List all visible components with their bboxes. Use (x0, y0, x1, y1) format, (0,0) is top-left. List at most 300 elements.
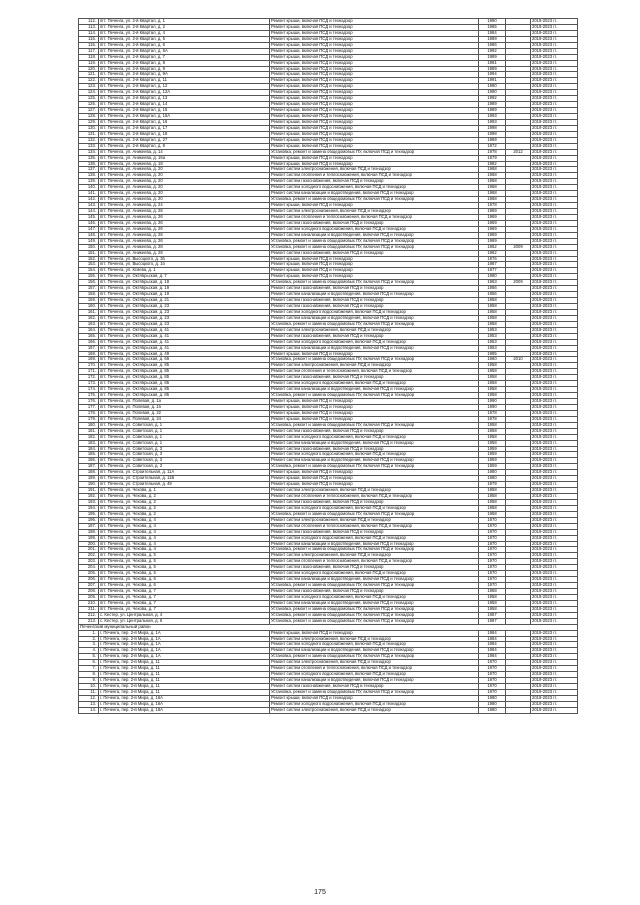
row-number-cell: 166. (79, 339, 99, 345)
build-year-cell: 1953 (479, 327, 506, 333)
work-type-cell: Установка, ремонт и замена общедомовых ПУ, включая ПСД и технадзор (270, 393, 479, 399)
build-year-cell: 1958 (479, 363, 506, 369)
planned-period-cell: 2019-2023 гг. (531, 452, 578, 458)
build-year-cell: 1998 (479, 125, 506, 131)
work-type-cell: Установка, ремонт и замена общедомовых ПУ, включая ПСД и технадзор (270, 238, 479, 244)
house-address-cell: пгт. Печенга, ул. Октябрьская, д. 85 (99, 381, 270, 387)
house-address-cell: пгт. Печенга, ул. Чехова, д. 2 (99, 494, 270, 500)
build-year-cell: 1979 (479, 482, 506, 488)
register-table-body (79, 19, 578, 714)
planned-period-cell: 2019-2023 гг. (531, 125, 578, 131)
work-type-cell: Ремонт систем газоснабжения, включая ПСД и технадзор (270, 179, 479, 185)
planned-period-cell: 2019-2023 гг. (531, 30, 578, 36)
planned-period-cell: 2019-2023 гг. (531, 345, 578, 351)
row-number-cell: 151. (79, 250, 99, 256)
planned-period-cell: 2019-2023 гг. (531, 440, 578, 446)
house-address-cell: пгт. Печенга, ул. 2-й Квартал, д. 6А (99, 48, 270, 54)
planned-period-cell: 2019-2023 гг. (531, 577, 578, 583)
house-address-cell: с. Кестер, ул. Центральная, д. 4 (99, 612, 270, 618)
row-number-cell: 9. (79, 678, 99, 684)
house-address-cell: пгт. Печенга, ул. Аникеева, д. 18 (99, 161, 270, 167)
build-year-cell: 1984 (479, 648, 506, 654)
planned-period-cell: 2019-2023 гг. (531, 102, 578, 108)
house-address-cell: пгт. Печенга, ул. Октябрьская, д. 23 (99, 321, 270, 327)
row-number-cell: 160. (79, 304, 99, 310)
page-number: 175 (314, 889, 326, 896)
work-type-cell: Ремонт систем канализации и водоотведения, включая ПСД и технадзор (270, 458, 479, 464)
build-year-cell: 1958 (479, 369, 506, 375)
house-address-cell: пгт. Печенга, ул. Советская, д. 3 (99, 464, 270, 470)
row-number-cell: 174. (79, 387, 99, 393)
work-type-cell: Ремонт систем холодного водоснабжения, включая ПСД и технадзор (270, 381, 479, 387)
build-year-cell: 1968 (479, 191, 506, 197)
row-number-cell: 134. (79, 149, 99, 155)
planned-period-cell: 2019-2023 гг. (531, 143, 578, 149)
row-number-cell: 131. (79, 131, 99, 137)
planned-period-cell: 2019-2023 гг. (531, 179, 578, 185)
row-number-cell: 191. (79, 488, 99, 494)
planned-period-cell: 2019-2023 гг. (531, 321, 578, 327)
planned-period-cell: 2019-2023 гг. (531, 701, 578, 707)
work-type-cell: Ремонт крыши, включая ПСД и технадзор (270, 143, 479, 149)
row-number-cell: 183. (79, 440, 99, 446)
house-address-cell: пгт. Печенга, ул. Чехова, д. 4 (99, 517, 270, 523)
work-type-cell: Ремонт систем канализации и водоотведения, включая ПСД и технадзор (270, 577, 479, 583)
work-type-cell: Установка, ремонт и замена общедомовых ПУ, включая ПСД и технадзор (270, 547, 479, 553)
row-number-cell: 146. (79, 220, 99, 226)
work-type-cell: Ремонт систем канализации и водоотведения, включая ПСД и технадзор (270, 232, 479, 238)
planned-period-cell: 2019-2023 гг. (531, 434, 578, 440)
row-number-cell: 213. (79, 618, 99, 624)
planned-period-cell: 2019-2023 гг. (531, 19, 578, 25)
planned-period-cell: 2019-2023 гг. (531, 304, 578, 310)
planned-period-cell: 2019-2023 гг. (531, 559, 578, 565)
house-address-cell: г. Печенга, пер. 2-й Мира, д. 11 (99, 660, 270, 666)
work-type-cell: Ремонт систем газоснабжения, включая ПСД и технадзор (270, 684, 479, 690)
house-address-cell: г. Печенга, пер. 2-й Мира, д. 1А (99, 636, 270, 642)
planned-period-cell: 2019-2023 гг. (531, 24, 578, 30)
planned-period-cell: 2019-2023 гг. (531, 351, 578, 357)
planned-period-cell: 2019-2023 гг. (531, 96, 578, 102)
planned-period-cell: 2019-2023 гг. (531, 565, 578, 571)
build-year-cell: 1969 (479, 214, 506, 220)
build-year-cell: 1970 (479, 672, 506, 678)
planned-period-cell: 2019-2023 гг. (531, 72, 578, 78)
work-type-cell: Установка, ремонт и замена общедомовых ПУ, включая ПСД и технадзор (270, 618, 479, 624)
work-type-cell: Ремонт систем холодного водоснабжения, включая ПСД и технадзор (270, 226, 479, 232)
house-address-cell: пгт. Печенга, ул. Октябрьская, д. 23 (99, 304, 270, 310)
work-type-cell: Ремонт крыши, включая ПСД и технадзор (270, 161, 479, 167)
house-address-cell: пгт. Печенга, ул. Чехова, д. 4 (99, 529, 270, 535)
work-type-cell: Ремонт крыши, включая ПСД и технадзор (270, 274, 479, 280)
row-number-cell: 121. (79, 72, 99, 78)
build-year-cell: 1965 (479, 24, 506, 30)
build-year-cell: 1958 (479, 499, 506, 505)
planned-period-cell: 2019-2023 гг. (531, 66, 578, 72)
house-address-cell: пгт. Печенга, ул. 2-й Квартал, д. 18 (99, 131, 270, 137)
build-year-cell: 1984 (479, 636, 506, 642)
work-type-cell: Ремонт систем отопления и теплоснабжения, включая ПСД и технадзор (270, 523, 479, 529)
work-type-cell: Установка, ремонт и замена общедомовых ПУ, включая ПСД и технадзор (270, 583, 479, 589)
work-type-cell: Ремонт крыши, включая ПСД и технадзор (270, 131, 479, 137)
house-address-cell: пгт. Печенга, ул. Аникеева, д. 26 (99, 232, 270, 238)
planned-period-cell: 2019-2023 гг. (531, 499, 578, 505)
build-year-cell: 1968 (479, 179, 506, 185)
row-number-cell: 138. (79, 173, 99, 179)
build-year-cell: 1978 (479, 410, 506, 416)
work-type-cell: Ремонт крыши, включая ПСД и технадзор (270, 90, 479, 96)
build-year-cell: 1979 (479, 155, 506, 161)
row-number-cell: 112. (79, 19, 99, 25)
house-address-cell: пгт. Печенга, ул. Чехова, д. 5 (99, 565, 270, 571)
work-type-cell: Ремонт систем холодного водоснабжения, включая ПСД и технадзор (270, 185, 479, 191)
work-type-cell: Ремонт систем газоснабжения, включая ПСД и технадзор (270, 446, 479, 452)
build-year-cell: 1991 (479, 60, 506, 66)
house-address-cell: пгт. Печенга, ул. 2-й Квартал, д. 12А (99, 90, 270, 96)
work-type-cell: Ремонт крыши, включая ПСД и технадзор (270, 84, 479, 90)
house-address-cell: пгт. Печенга, ул. Аникеева, д. 28 (99, 250, 270, 256)
house-address-cell: пгт. Печенга, ул. Советская, д. 3 (99, 458, 270, 464)
build-year-cell: 1970 (479, 559, 506, 565)
row-number-cell: 169. (79, 357, 99, 363)
planned-period-cell: 2019-2023 гг. (531, 381, 578, 387)
row-number-cell: 139. (79, 179, 99, 185)
planned-period-cell: 2019-2023 гг. (531, 203, 578, 209)
planned-period-cell: 2019-2023 гг. (531, 369, 578, 375)
build-year-cell: 1984 (479, 30, 506, 36)
work-type-cell: Установка, ремонт и замена общедомовых ПУ, включая ПСД и технадзор (270, 654, 479, 660)
work-type-cell: Ремонт систем холодного водоснабжения, включая ПСД и технадзор (270, 505, 479, 511)
planned-period-cell: 2019-2023 гг. (531, 600, 578, 606)
work-type-cell: Ремонт крыши, включая ПСД и технадзор (270, 470, 479, 476)
planned-period-cell: 2019-2023 гг. (531, 36, 578, 42)
house-address-cell: пгт. Печенга, ул. 2-й Квартал, д. 2 (99, 24, 270, 30)
row-number-cell: 143. (79, 203, 99, 209)
house-address-cell: г. Печенга, пер. 2-й Мира, д. 16А (99, 695, 270, 701)
work-type-cell: Ремонт систем газоснабжения, включая ПСД и технадзор (270, 428, 479, 434)
work-type-cell: Ремонт систем холодного водоснабжения, включая ПСД и технадзор (270, 701, 479, 707)
planned-period-cell: 2019-2023 гг. (531, 78, 578, 84)
work-type-cell: Ремонт крыши, включая ПСД и технадзор (270, 114, 479, 120)
row-number-cell: 3. (79, 642, 99, 648)
planned-period-cell: 2019-2023 гг. (531, 333, 578, 339)
build-year-cell: 1970 (479, 583, 506, 589)
row-number-cell: 150. (79, 244, 99, 250)
work-type-cell: Установка, ремонт и замена общедомовых ПУ, включая ПСД и технадзор (270, 511, 479, 517)
house-address-cell: пгт. Печенга, ул. Октябрьская, д. 19 (99, 292, 270, 298)
house-address-cell: пгт. Печенга, ул. Чехова, д. 7 (99, 600, 270, 606)
build-year-cell: 1953 (479, 333, 506, 339)
register-table-container (78, 18, 576, 714)
planned-period-cell: 2019-2023 гг. (531, 404, 578, 410)
planned-period-cell: 2019-2023 гг. (531, 214, 578, 220)
row-number-cell: 182. (79, 434, 99, 440)
house-address-cell: пгт. Печенга, ул. 2-й Квартал, д. 8 (99, 143, 270, 149)
planned-period-cell: 2019-2023 гг. (531, 482, 578, 488)
build-year-cell: 1958 (479, 315, 506, 321)
planned-period-cell: 2019-2023 гг. (531, 642, 578, 648)
house-address-cell: пгт. Печенга, ул. Чехова, д. 4 (99, 541, 270, 547)
row-number-cell: 188. (79, 470, 99, 476)
planned-period-cell: 2019-2023 гг. (531, 464, 578, 470)
work-type-cell: Ремонт систем газоснабжения, включая ПСД и технадзор (270, 529, 479, 535)
planned-period-cell: 2019-2023 гг. (531, 505, 578, 511)
planned-period-cell: 2019-2023 гг. (531, 131, 578, 137)
planned-period-cell: 2019-2023 гг. (531, 268, 578, 274)
house-address-cell: г. Печенга, пер. 2-й Мира, д. 11 (99, 684, 270, 690)
build-year-cell: 1970 (479, 517, 506, 523)
row-number-cell: 170. (79, 363, 99, 369)
row-number-cell: 195. (79, 511, 99, 517)
house-address-cell: пгт. Печенга, ул. Октябрьская, д. 41 (99, 327, 270, 333)
row-number-cell: 1. (79, 630, 99, 636)
planned-period-cell: 2019-2023 гг. (531, 387, 578, 393)
build-year-cell: 1992 (479, 96, 506, 102)
house-address-cell: пгт. Печенга, ул. Аникеева, д. 26 (99, 238, 270, 244)
build-year-cell: 1969 (479, 220, 506, 226)
build-year-cell: 1970 (479, 553, 506, 559)
house-address-cell: пгт. Печенга, ул. Чехова, д. 4 (99, 523, 270, 529)
planned-period-cell: 2019-2023 гг. (531, 416, 578, 422)
section-heading: Печенгский муниципальный район (79, 624, 578, 630)
row-number-cell: 177. (79, 404, 99, 410)
planned-period-cell: 2019-2023 гг. (531, 660, 578, 666)
build-year-cell: 1959 (479, 464, 506, 470)
house-address-cell: г. Печенга, пер. 2-й Мира, д. 16А (99, 701, 270, 707)
planned-period-cell: 2019-2023 гг. (531, 274, 578, 280)
build-year-cell: 1989 (479, 137, 506, 143)
work-type-cell: Ремонт систем канализации и водоотведения, включая ПСД и технадзор (270, 678, 479, 684)
planned-period-cell: 2019-2023 гг. (531, 523, 578, 529)
row-number-cell: 161. (79, 309, 99, 315)
row-number-cell: 128. (79, 114, 99, 120)
planned-period-cell: 2019-2023 гг. (531, 428, 578, 434)
house-address-cell: пгт. Печенга, ул. Октябрьская, д. 85 (99, 375, 270, 381)
planned-period-cell: 2019-2023 гг. (531, 547, 578, 553)
planned-period-cell: 2019-2023 гг. (531, 666, 578, 672)
build-year-cell: 1958 (479, 494, 506, 500)
planned-period-cell: 2019-2023 гг. (531, 155, 578, 161)
house-address-cell: пгт. Печенга, ул. Полевая, д. 1б (99, 404, 270, 410)
work-type-cell: Установка, ремонт и замена общедомовых ПУ, включая ПСД и технадзор (270, 197, 479, 203)
planned-period-cell: 2019-2023 гг. (531, 494, 578, 500)
build-year-cell: 1970 (479, 547, 506, 553)
build-year-cell: 1989 (479, 102, 506, 108)
planned-period-cell: 2019-2023 гг. (531, 606, 578, 612)
row-number-cell: 118. (79, 54, 99, 60)
planned-period-cell: 2019-2023 гг. (531, 298, 578, 304)
house-address-cell: пгт. Печенга, ул. Аникеева, д. 14 (99, 149, 270, 155)
planned-period-cell: 2019-2023 гг. (531, 315, 578, 321)
house-address-cell: пгт. Печенга, ул. Аникеева, д. 26 (99, 220, 270, 226)
planned-period-cell: 2019-2023 гг. (531, 167, 578, 173)
planned-period-cell: 2019-2023 гг. (531, 114, 578, 120)
row-number-cell: 149. (79, 238, 99, 244)
house-address-cell: г. Печенга, пер. 2-й Мира, д. 1А (99, 630, 270, 636)
build-year-cell: 1993 (479, 114, 506, 120)
work-type-cell: Ремонт крыши, включая ПСД и технадзор (270, 482, 479, 488)
planned-period-cell: 2019-2023 гг. (531, 286, 578, 292)
work-type-cell: Ремонт систем холодного водоснабжения, включая ПСД и технадзор (270, 642, 479, 648)
house-address-cell: пгт. Печенга, ул. Октябрьская, д. 7 (99, 274, 270, 280)
build-year-cell: 1968 (479, 167, 506, 173)
row-number-cell: 197. (79, 523, 99, 529)
row-number-cell: 132. (79, 137, 99, 143)
house-address-cell: пгт. Печенга, ул. 2-й Квартал, д. 16 (99, 119, 270, 125)
work-type-cell: Установка, ремонт и замена общедомовых ПУ, включая ПСД и технадзор (270, 244, 479, 250)
planned-period-cell: 2019-2023 гг. (531, 458, 578, 464)
house-address-cell: пгт. Печенга, ул. 2-й Квартал, д. 12 (99, 84, 270, 90)
work-type-cell: Ремонт систем холодного водоснабжения, включая ПСД и технадзор (270, 339, 479, 345)
house-address-cell: пгт. Печенга, ул. Аникеева, д. 26 (99, 209, 270, 215)
planned-period-cell: 2019-2023 гг. (531, 108, 578, 114)
work-type-cell: Ремонт крыши, включая ПСД и технадзор (270, 96, 479, 102)
row-number-cell: 119. (79, 60, 99, 66)
work-type-cell: Ремонт крыши, включая ПСД и технадзор (270, 60, 479, 66)
work-type-cell: Ремонт крыши, включая ПСД и технадзор (270, 125, 479, 131)
row-number-cell: 204. (79, 565, 99, 571)
planned-period-cell: 2019-2023 гг. (531, 84, 578, 90)
work-type-cell: Ремонт систем канализации и водоотведения, включая ПСД и технадзор (270, 541, 479, 547)
house-address-cell: пгт. Печенга, ул. Аникеева, д. 20 (99, 191, 270, 197)
row-number-cell: 206. (79, 577, 99, 583)
build-year-cell: 1970 (479, 571, 506, 577)
row-number-cell: 190. (79, 482, 99, 488)
work-type-cell: Ремонт крыши, включая ПСД и технадзор (270, 399, 479, 405)
build-year-cell: 1953 (479, 339, 506, 345)
table-row (79, 707, 578, 713)
row-number-cell: 184. (79, 446, 99, 452)
planned-period-cell: 2019-2023 гг. (531, 684, 578, 690)
work-type-cell: Ремонт систем электроснабжения, включая ПСД и технадзор (270, 209, 479, 215)
row-number-cell: 137. (79, 167, 99, 173)
house-address-cell: пгт. Печенга, ул. Октябрьская, д. 19 (99, 286, 270, 292)
build-year-cell: 1978 (479, 416, 506, 422)
house-address-cell: г. Печенга, пер. 2-й Мира, д. 11 (99, 689, 270, 695)
work-type-cell: Ремонт крыши, включая ПСД и технадзор (270, 24, 479, 30)
planned-period-cell: 2019-2023 гг. (531, 280, 578, 286)
work-type-cell: Ремонт крыши, включая ПСД и технадзор (270, 416, 479, 422)
work-type-cell: Ремонт крыши, включая ПСД и технадзор (270, 30, 479, 36)
planned-period-cell: 2019-2023 гг. (531, 185, 578, 191)
build-year-cell: 1998 (479, 131, 506, 137)
house-address-cell: с. Кестер, ул. Центральная, д. 6 (99, 618, 270, 624)
row-number-cell: 172. (79, 375, 99, 381)
house-address-cell: пгт. Печенга, ул. Строительная, д. 11А (99, 470, 270, 476)
work-type-cell: Ремонт систем электроснабжения, включая ПСД и технадзор (270, 660, 479, 666)
repair-register-table (78, 18, 578, 714)
work-type-cell: Ремонт систем канализации и водоотведения, включая ПСД и технадзор (270, 600, 479, 606)
planned-period-cell: 2019-2023 гг. (531, 678, 578, 684)
planned-period-cell: 2019-2023 гг. (531, 422, 578, 428)
row-number-cell: 162. (79, 315, 99, 321)
row-number-cell: 159. (79, 298, 99, 304)
build-year-cell: 1958 (479, 488, 506, 494)
house-address-cell: пгт. Печенга, ул. Октябрьская, д. 18 (99, 280, 270, 286)
planned-period-cell: 2019-2023 гг. (531, 232, 578, 238)
row-number-cell: 198. (79, 529, 99, 535)
build-year-cell: 1989 (479, 54, 506, 60)
build-year-cell: 1970 (479, 660, 506, 666)
work-type-cell: Установка, ремонт и замена общедомовых ПУ, включая ПСД и технадзор (270, 612, 479, 618)
work-type-cell: Ремонт крыши, включая ПСД и технадзор (270, 78, 479, 84)
work-type-cell: Ремонт крыши, включая ПСД и технадзор (270, 137, 479, 143)
row-number-cell: 125. (79, 96, 99, 102)
work-type-cell: Ремонт систем отопления и теплоснабжения, включая ПСД и технадзор (270, 494, 479, 500)
build-year-cell: 1990 (479, 399, 506, 405)
row-number-cell: 209. (79, 594, 99, 600)
house-address-cell: пгт. Печенга, ул. 2-й Квартал, д. 4 (99, 30, 270, 36)
house-address-cell: пгт. Печенга, ул. 2-й Квартал, д. 5 (99, 36, 270, 42)
build-year-cell: 1980 (479, 701, 506, 707)
planned-period-cell: 2019-2023 гг. (531, 470, 578, 476)
work-type-cell: Ремонт систем канализации и водоотведения, включая ПСД и технадзор (270, 387, 479, 393)
house-address-cell: пгт. Печенга, ул. Строительная, д. 11Б (99, 476, 270, 482)
row-number-cell: 194. (79, 505, 99, 511)
build-year-cell: 1958 (479, 321, 506, 327)
row-number-cell: 124. (79, 90, 99, 96)
work-type-cell: Ремонт систем отопления и теплоснабжения, включая ПСД и технадзор (270, 559, 479, 565)
build-year-cell: 1962 (479, 250, 506, 256)
planned-period-cell: 2019-2023 гг. (531, 238, 578, 244)
house-address-cell: пгт. Печенга, ул. Чехова, д. 6 (99, 577, 270, 583)
row-number-cell: 165. (79, 333, 99, 339)
planned-period-cell: 2019-2023 гг. (531, 161, 578, 167)
build-year-cell: 1968 (479, 185, 506, 191)
build-year-cell: 1958 (479, 589, 506, 595)
work-type-cell: Ремонт систем холодного водоснабжения, включая ПСД и технадзор (270, 571, 479, 577)
row-number-cell: 14. (79, 707, 99, 713)
repair-year-cell (506, 707, 531, 713)
work-type-cell: Ремонт систем газоснабжения, включая ПСД и технадзор (270, 499, 479, 505)
house-address-cell: пгт. Печенга, ул. Октябрьская, д. 21 (99, 298, 270, 304)
house-address-cell: пгт. Печенга, ул. Чехова, д. 2 (99, 505, 270, 511)
work-type-cell: Ремонт систем газоснабжения, включая ПСД и технадзор (270, 589, 479, 595)
build-year-cell: 1984 (479, 654, 506, 660)
row-number-cell: 155. (79, 274, 99, 280)
work-type-cell: Ремонт крыши, включая ПСД и технадзор (270, 36, 479, 42)
work-type-cell: Ремонт крыши, включая ПСД и технадзор (270, 476, 479, 482)
house-address-cell: пгт. Печенга, ул. Чехова, д. 5 (99, 559, 270, 565)
build-year-cell: 1958 (479, 600, 506, 606)
row-number-cell: 114. (79, 30, 99, 36)
build-year-cell: 1989 (479, 108, 506, 114)
house-address-cell: пгт. Печенга, ул. 2-й Квартал, д. 1 (99, 19, 270, 25)
house-address-cell: пгт. Печенга, ул. Чехова, д. 2 (99, 499, 270, 505)
work-type-cell: Установка, ремонт и замена общедомовых ПУ, включая ПСД и технадзор (270, 606, 479, 612)
row-number-cell: 130. (79, 125, 99, 131)
planned-period-cell: 2019-2023 гг. (531, 672, 578, 678)
work-type-cell: Ремонт крыши, включая ПСД и технадзор (270, 203, 479, 209)
build-year-cell: 1991 (479, 78, 506, 84)
build-year-cell: 1956 (479, 286, 506, 292)
row-number-cell: 133. (79, 143, 99, 149)
build-year-cell: 1959 (479, 452, 506, 458)
house-address-cell: пгт. Печенга, ул. Чехова, д. 4 (99, 547, 270, 553)
build-year-cell: 1958 (479, 434, 506, 440)
build-year-cell: 1958 (479, 375, 506, 381)
planned-period-cell: 2019-2023 гг. (531, 209, 578, 215)
work-type-cell: Ремонт крыши, включая ПСД и технадзор (270, 72, 479, 78)
build-year-cell: 1968 (479, 173, 506, 179)
row-number-cell: 173. (79, 381, 99, 387)
house-address-cell: пгт. Печенга, ул. Полевая, д. 1а (99, 399, 270, 405)
house-address-cell: пгт. Печенга, ул. 2-й Квартал, д. 6 (99, 42, 270, 48)
work-type-cell: Установка, ремонт и замена общедомовых ПУ, включая ПСД и технадзор (270, 321, 479, 327)
repair-year-cell: 2012 (506, 149, 531, 155)
planned-period-cell: 2019-2023 гг. (531, 446, 578, 452)
work-type-cell: Ремонт систем газоснабжения, включая ПСД и технадзор (270, 250, 479, 256)
